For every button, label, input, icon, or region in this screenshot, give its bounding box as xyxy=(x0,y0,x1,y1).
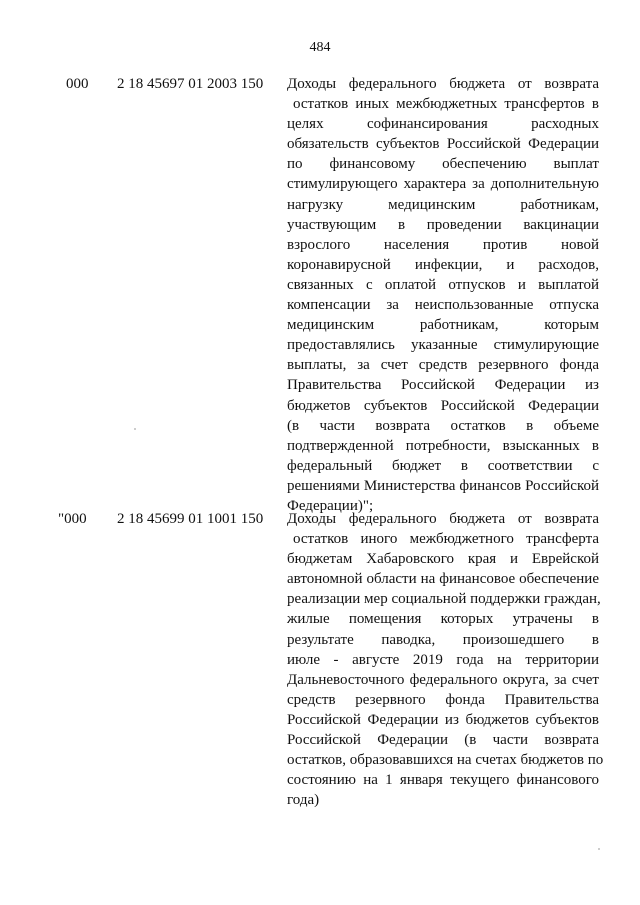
description-line: связанных с оплатой отпусков и выплатой xyxy=(287,276,599,293)
description-line: жилые помещения которых утрачены в xyxy=(287,611,599,628)
description-line: обязательств субъектов Российской Федерации xyxy=(287,136,599,153)
description-line: Доходы федерального бюджета от возврата xyxy=(287,76,599,92)
description-line: реализации мер социальной поддержки граждан, xyxy=(287,591,601,608)
revenue-description xyxy=(287,509,604,810)
description-line: решениями Министерства финансов Российской xyxy=(287,477,599,494)
description-line: подтвержденной потребности, взысканных в xyxy=(287,437,599,454)
description-line: состоянию на 1 января текущего финансового xyxy=(287,772,599,789)
description-line: коронавирусной инфекции, и расходов, xyxy=(287,256,599,273)
description-line: Доходы федерального бюджета от возврата xyxy=(287,511,599,527)
description-line: федеральный бюджет в соответствии с xyxy=(287,457,599,474)
description-line: бюджетов субъектов Российской Федерации xyxy=(287,397,599,414)
description-line: целях софинансирования расходных xyxy=(287,116,599,133)
description-line: автономной области на финансовое обеспечение xyxy=(287,571,599,588)
description-line: Российской Федерации (в части возврата xyxy=(287,732,599,749)
description-line: остатков, образовавшихся на счетах бюджетов по xyxy=(287,752,604,769)
description-line: Федерации)"; xyxy=(287,497,374,514)
description-line: бюджетам Хабаровского края и Еврейской xyxy=(287,551,599,568)
page-number: 484 xyxy=(309,40,331,55)
revenue-description xyxy=(287,74,599,516)
description-line: Правительства Российской Федерации из xyxy=(287,377,599,394)
description-line: предоставлялись указанные стимулирующие xyxy=(287,337,599,354)
description-line: медицинским работникам, которым xyxy=(287,317,599,334)
description-line: остатков иного межбюджетного трансферта xyxy=(293,531,599,548)
budget-classification-code: 2 18 45699 01 1001 150 xyxy=(117,511,264,527)
admin-code: "000 xyxy=(58,511,87,527)
admin-code: 000 xyxy=(66,76,89,92)
description-line: Дальневосточного федерального округа, за счет xyxy=(287,671,599,688)
description-line: (в части возврата остатков в объеме xyxy=(287,417,599,434)
description-line: Российской Федерации из бюджетов субъектов xyxy=(287,711,599,728)
budget-classification-code: 2 18 45697 01 2003 150 xyxy=(117,76,264,92)
description-line: июле - августе 2019 года на территории xyxy=(287,651,599,668)
description-line: выплаты, за счет средств резервного фонда xyxy=(287,357,599,374)
description-line: участвующим в проведении вакцинации xyxy=(287,216,599,233)
description-line: стимулирующего характера за дополнительную xyxy=(287,176,599,193)
description-line: компенсации за неиспользованные отпуска xyxy=(287,297,599,314)
description-line: остатков иных межбюджетных трансфертов в xyxy=(293,96,599,113)
scan-speck xyxy=(134,428,136,430)
description-line: нагрузку медицинским работникам, xyxy=(287,196,599,213)
description-line: года) xyxy=(287,792,320,809)
description-line: результате паводка, произошедшего в xyxy=(287,631,599,648)
scan-speck xyxy=(598,848,600,850)
description-line: взрослого населения против новой xyxy=(287,236,599,253)
description-line: средств резервного фонда Правительства xyxy=(287,691,599,708)
description-line: по финансовому обеспечению выплат xyxy=(287,156,599,173)
